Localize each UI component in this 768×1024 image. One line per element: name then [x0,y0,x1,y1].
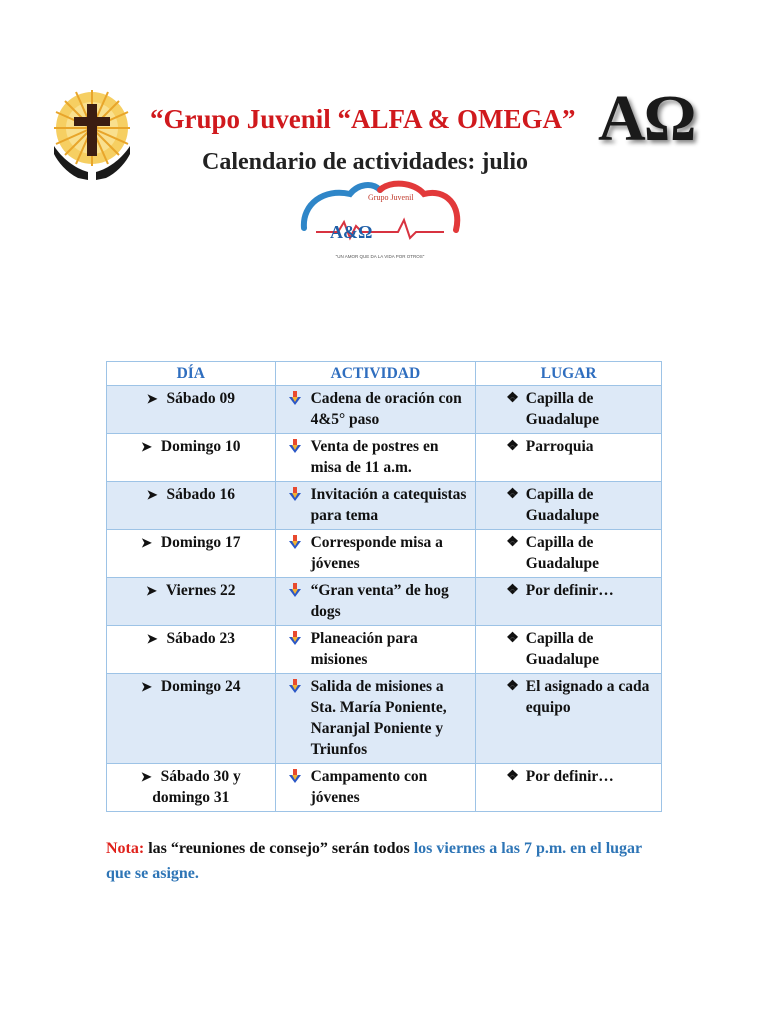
place-cell [476,482,662,530]
group-heart-logo-icon [298,178,462,264]
activity-cell [275,434,476,482]
note-text: las “reuniones de consejo” serán todos [144,840,414,857]
day-cell [107,764,276,812]
activity-text: Planeación para misiones [310,630,418,668]
day-cell [107,482,276,530]
day-text: Domingo 24 [160,678,241,695]
table-row [107,674,662,764]
diamond-bullet-icon: ❖ [506,769,519,784]
activity-text: Cadena de oración con 4&5° paso [310,390,462,428]
down-arrow-bullet-icon [289,487,301,501]
place-cell [476,530,662,578]
activity-text: Campamento con jóvenes [310,768,428,806]
day-text: Sábado 30 y domingo 31 [152,768,241,806]
place-text: Capilla de Guadalupe [525,534,600,572]
activities-calendar-table [106,361,662,812]
note-label: Nota: [106,840,145,857]
group-logo-letters: A&Ω [330,222,373,242]
page-title: “Grupo Juvenil “ALFA & OMEGA” [150,104,576,134]
diamond-bullet-icon: ❖ [506,679,519,694]
arrow-bullet-icon: ➤ [140,679,152,694]
day-text: Domingo 10 [160,438,241,455]
day-text: Sábado 23 [166,630,235,647]
activity-text: Venta de postres en misa de 11 a.m. [310,438,439,476]
place-text: Capilla de Guadalupe [525,390,600,428]
place-cell [476,386,662,434]
day-cell [107,530,276,578]
activity-text: “Gran venta” de hog dogs [310,582,449,620]
table-row [107,578,662,626]
activity-text: Salida de misiones a Sta. María Poniente, Naranjal Poniente y Triunfos [310,678,447,758]
down-arrow-bullet-icon [289,631,301,645]
place-cell [476,626,662,674]
place-text: Por definir… [525,768,614,785]
place-cell [476,674,662,764]
arrow-bullet-icon: ➤ [146,583,157,598]
activity-cell [275,386,476,434]
day-cell [107,386,276,434]
arrow-bullet-icon: ➤ [146,487,158,502]
place-text: Capilla de Guadalupe [525,486,600,524]
table-row [107,764,662,812]
day-cell [107,626,276,674]
day-text: Domingo 17 [160,534,241,551]
day-cell [107,674,276,764]
activity-text: Invitación a catequistas para tema [310,486,467,524]
activity-text: Corresponde misa a jóvenes [310,534,443,572]
place-cell [476,764,662,812]
day-text: Sábado 09 [166,390,235,407]
header-day: DÍA [107,362,276,386]
activity-cell [275,578,476,626]
cross-hands-logo-icon [52,88,132,182]
activity-cell [275,482,476,530]
down-arrow-bullet-icon [289,439,301,453]
day-text: Viernes 22 [165,582,236,599]
diamond-bullet-icon: ❖ [506,439,519,454]
arrow-bullet-icon: ➤ [146,391,158,406]
down-arrow-bullet-icon [289,535,301,549]
activity-cell [275,674,476,764]
diamond-bullet-icon: ❖ [506,583,519,598]
arrow-bullet-icon: ➤ [140,769,152,784]
place-cell [476,578,662,626]
table-row [107,530,662,578]
diamond-bullet-icon: ❖ [506,391,519,406]
group-logo-name: Grupo Juvenil [368,193,414,202]
day-cell [107,578,276,626]
note-paragraph [106,836,666,886]
group-logo-motto: "UN AMOR QUE DA LA VIDA POR OTROS" [335,254,425,259]
down-arrow-bullet-icon [289,583,301,597]
down-arrow-bullet-icon [289,679,301,693]
place-text: Capilla de Guadalupe [525,630,600,668]
page-subtitle: Calendario de actividades: julio [202,149,529,175]
diamond-bullet-icon: ❖ [506,631,519,646]
activity-cell [275,530,476,578]
activity-cell [275,626,476,674]
place-text: Por definir… [525,582,614,599]
activity-cell [275,764,476,812]
day-text: Sábado 16 [166,486,235,503]
table-row [107,482,662,530]
diamond-bullet-icon: ❖ [506,535,519,550]
down-arrow-bullet-icon [289,391,301,405]
alpha-omega-logo: AΩ [598,82,695,155]
table-row [107,386,662,434]
place-cell [476,434,662,482]
day-cell [107,434,276,482]
down-arrow-bullet-icon [289,769,301,783]
note-highlight: los viernes a las 7 p.m. en el lugar que se asigne. [106,840,642,882]
header-place: LUGAR [476,362,662,386]
arrow-bullet-icon: ➤ [140,439,152,454]
place-text: El asignado a cada equipo [525,678,650,716]
place-text: Parroquia [525,438,594,455]
table-row [107,626,662,674]
arrow-bullet-icon: ➤ [146,631,158,646]
arrow-bullet-icon: ➤ [140,535,152,550]
header-activity: ACTIVIDAD [275,362,476,386]
table-row [107,434,662,482]
diamond-bullet-icon: ❖ [506,487,519,502]
table-header-row [107,362,662,386]
